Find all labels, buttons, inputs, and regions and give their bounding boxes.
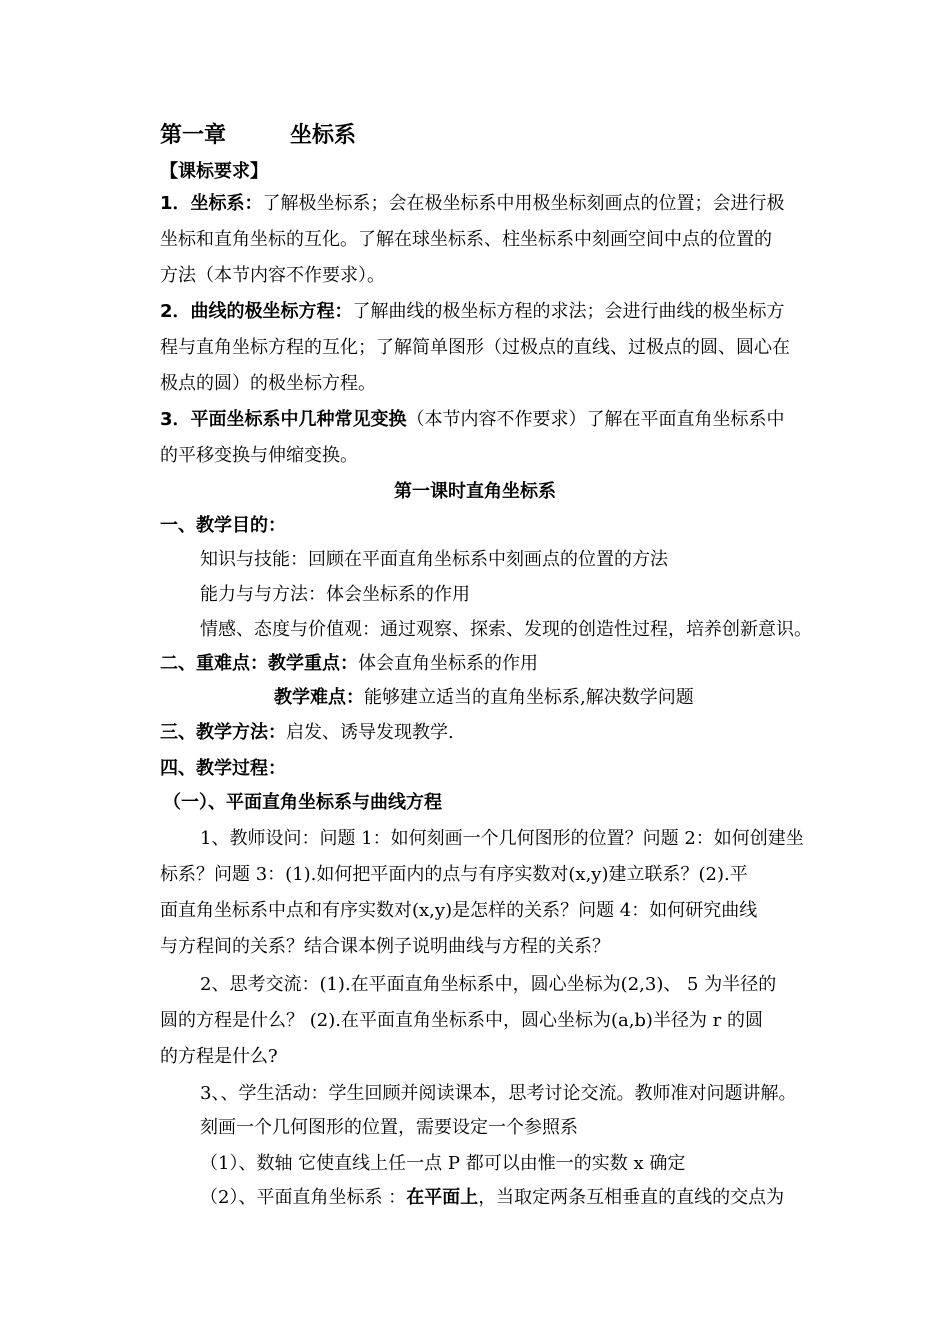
req2-line2: 程与直角坐标方程的互化；了解简单图形（过极点的直线、过极点的圆、圆心在 — [160, 337, 790, 358]
hard-points — [274, 686, 694, 710]
chapter-heading — [160, 124, 356, 148]
p1-line2: 标系？问题 3：(1).如何把平面内的点与有序实数对(x,y)建立联系？(2).平 — [160, 864, 748, 885]
goal-attitude: 情感、态度与价值观：通过观察、探索、发现的创造性过程，培养创新意识。 — [200, 619, 812, 640]
p1-line4: 与方程间的关系？结合课本例子说明曲线与方程的关系？ — [160, 936, 610, 957]
p1-line1: 1、教师设问：问题 1：如何刻画一个几何图形的位置？问题 2：如何创建坐 — [200, 828, 804, 849]
p3-line: 3、、学生活动：学生回顾并阅读课本，思考讨论交流。教师准对问题讲解。 — [200, 1083, 797, 1104]
key-term: 教学重点： — [268, 653, 358, 674]
p6-emphasis: 在平面上 — [406, 1187, 479, 1208]
req1-line1: 1．坐标系：了解极坐标系；会在极坐标系中用极坐标刻画点的位置；会进行极 — [160, 193, 785, 214]
requirements-heading: 【课标要求】 — [160, 161, 268, 182]
req3-line1: 3．平面坐标系中几种常见变换（本节内容不作要求）了解在平面直角坐标系中 — [160, 409, 785, 430]
p4-line: 刻画一个几何图形的位置，需要设定一个参照系 — [200, 1117, 578, 1138]
goal-ability: 能力与与方法：体会坐标系的作用 — [200, 584, 470, 605]
req2-line1: 2．曲线的极坐标方程：了解曲线的极坐标方程的求法；会进行曲线的极坐标方 — [160, 301, 785, 322]
lesson-title: 第一课时直角坐标系 — [394, 481, 556, 502]
req2-term: 2．曲线的极坐标方程： — [160, 301, 353, 322]
req2-line3: 极点的圆）的极坐标方程。 — [160, 373, 376, 394]
p2-line3: 的方程是什么? — [160, 1046, 278, 1067]
key-points — [160, 652, 538, 676]
process-heading: 四、教学过程： — [160, 758, 286, 779]
req1-line3: 方法（本节内容不作要求）。 — [160, 265, 385, 286]
chapter-label: 第一章 — [160, 123, 227, 148]
req3-term: 3．平面坐标系中几种常见变换 — [160, 409, 407, 430]
key-text: 体会直角坐标系的作用 — [358, 653, 538, 674]
req1-term: 1．坐标系： — [160, 193, 263, 214]
req1-line2: 坐标和直角坐标的互化。了解在球坐标系、柱坐标系中刻画空间中点的位置的 — [160, 229, 772, 250]
p2-line1: 2、思考交流：(1).在平面直角坐标系中，圆心坐标为(2,3)、 5 为半径的 — [200, 974, 777, 995]
goals-heading: 一、教学目的： — [160, 515, 286, 536]
method-heading: 三、教学方法： — [160, 722, 286, 743]
p1-line3: 面直角坐标系中点和有序实数对(x,y)是怎样的关系？问题 4：如何研究曲线 — [160, 900, 758, 921]
req3-line2: 的平移变换与伸缩变换。 — [160, 445, 358, 466]
p2-line2: 圆的方程是什么？ (2).在平面直角坐标系中，圆心坐标为(a,b)半径为 r 的圆 — [160, 1010, 764, 1031]
method-text: 启发、诱导发现教学. — [286, 722, 454, 743]
goal-knowledge: 知识与技能：回顾在平面直角坐标系中刻画点的位置的方法 — [200, 549, 668, 570]
p5-line: （1）、数轴 它使直线上任一点 P 都可以由惟一的实数 x 确定 — [200, 1153, 686, 1174]
process-subheading: （一）、平面直角坐标系与曲线方程 — [163, 792, 442, 813]
hard-text: 能够建立适当的直角坐标系,解决数学问题 — [364, 687, 694, 708]
chapter-title: 坐标系 — [290, 123, 357, 148]
hard-term: 教学难点： — [274, 687, 364, 708]
method-line — [160, 721, 454, 745]
key-heading: 二、重难点： — [160, 653, 268, 674]
p6-line: （2）、平面直角坐标系 ：在平面上，当取定两条互相垂直的直线的交点为 — [200, 1187, 785, 1208]
